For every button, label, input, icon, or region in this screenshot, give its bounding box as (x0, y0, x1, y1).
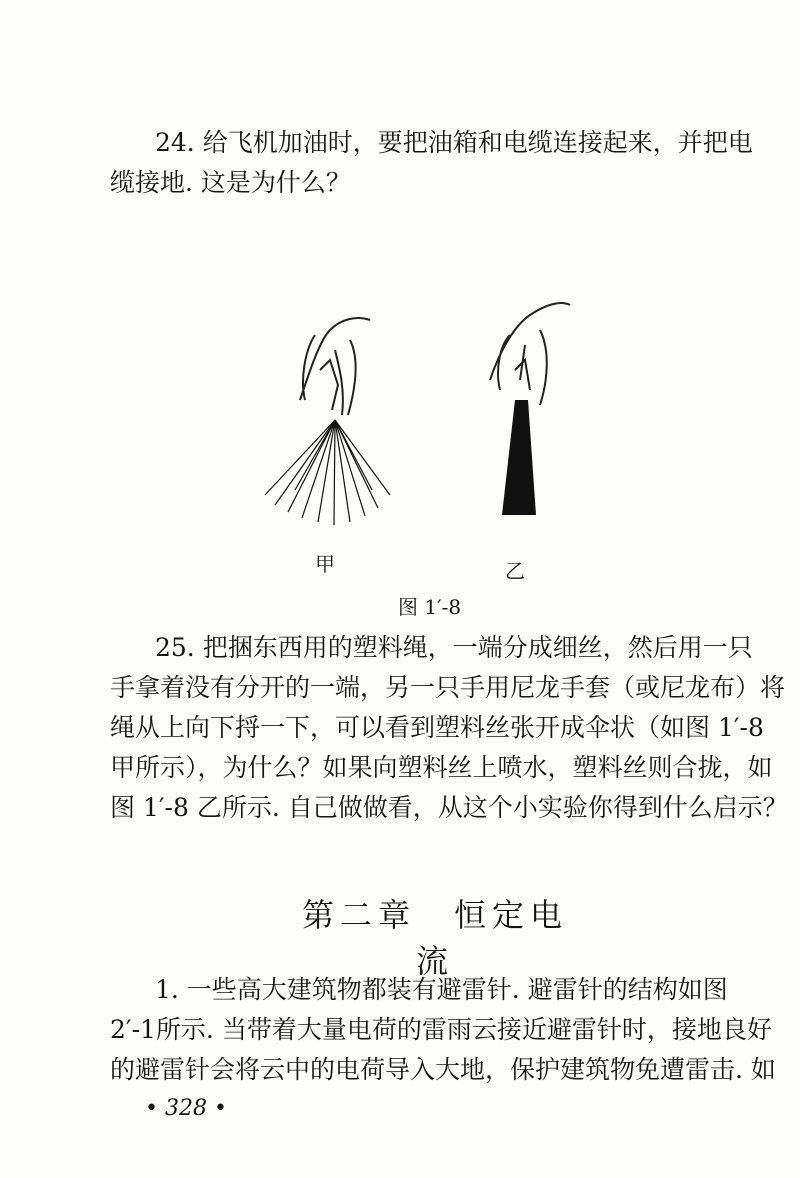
figure-label-b: 乙 (505, 559, 525, 583)
figure-closed-strands (470, 290, 580, 530)
q1-line-3: 的避雷针会将云中的电荷导入大地，保护建筑物免遭雷击. 如 (110, 1055, 776, 1084)
q25-line-3: 绳从上向下捋一下，可以看到塑料丝张开成伞状（如图 1′-8 (110, 713, 764, 742)
q25-line-2: 手拿着没有分开的一端，另一只手用尼龙手套（或尼龙布）将 (110, 673, 786, 702)
page-number: • 328 • (145, 1096, 227, 1121)
q24-line-2: 缆接地. 这是为什么？ (110, 168, 351, 197)
q25-line-5: 图 1′-8 乙所示. 自己做做看，从这个小实验你得到什么启示？ (110, 793, 788, 822)
chapter-title: 第二章 恒定电流 (301, 896, 568, 980)
q25-line-4: 甲所示），为什么？如果向塑料丝上喷水，塑料丝则合拢，如 (110, 753, 773, 782)
q25-line-1: 25. 把捆东西用的塑料绳，一端分成细丝，然后用一只 (155, 633, 753, 662)
figure-spread-strands (260, 290, 400, 530)
q1-line-2: 2′-1所示. 当带着大量电荷的雷雨云接近避雷针时，接地良好 (110, 1015, 772, 1044)
figure-label-a: 甲 (315, 552, 335, 576)
q24-line-1: 24. 给飞机加油时，要把油箱和电缆连接起来，并把电 (155, 128, 753, 157)
q1-line-1: 1. 一些高大建筑物都装有避雷针. 避雷针的结构如图 (155, 975, 728, 1004)
figure-caption: 图 1′-8 (398, 595, 462, 619)
